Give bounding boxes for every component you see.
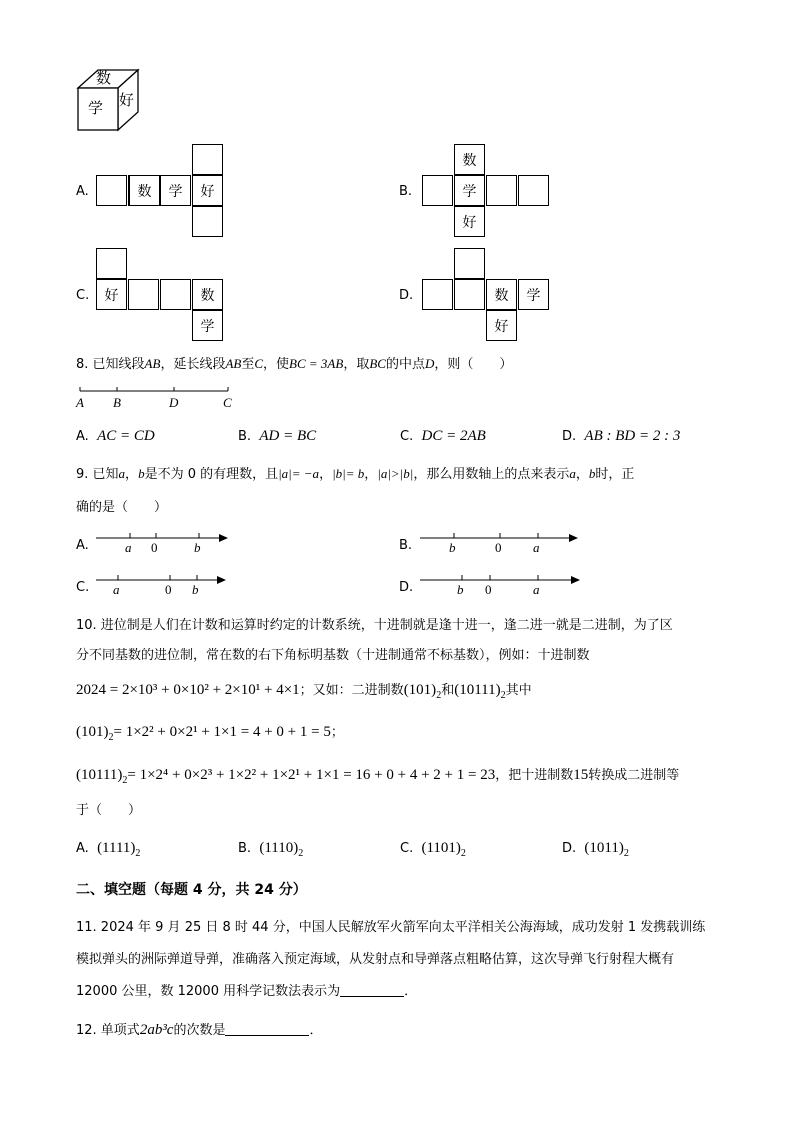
svg-text:0: 0 [495, 540, 502, 555]
q8-option-b[interactable]: B. AD = BC [238, 428, 317, 444]
q8-stem: 8. 已知线段AB，延长线段AB至C，使BC = 3AB，取BC的中点D，则（ ） [76, 356, 513, 372]
svg-text:b: b [449, 540, 456, 555]
q10-line5: $(10111)_2= 1\times 2^4 + 0\times 2^3 + 1\times 2^2 + 1\times 2^1 + 1\times 1 = 16 + 0 + 4 + 2 + 1 = 23$，把十进制数15转换成二进制等 [76, 767, 680, 786]
q11-line3: 12000 公里，数 12000 用科学记数法表示为 ． [76, 984, 418, 999]
svg-text:b: b [194, 540, 201, 555]
q7-option-d-label[interactable]: D. [399, 288, 414, 303]
q12-answer-blank[interactable] [225, 1023, 309, 1036]
q12-line: 12. 单项式2ab³c的次数是 ． [76, 1022, 323, 1038]
q9-option-d-numberline[interactable] [416, 572, 588, 598]
svg-text:a: a [125, 540, 132, 555]
svg-text:0: 0 [165, 582, 172, 597]
svg-text:a: a [533, 540, 540, 555]
svg-text:a: a [533, 582, 540, 597]
q7-option-b-label[interactable]: B. [399, 184, 413, 199]
svg-text:b: b [457, 582, 464, 597]
svg-text:0: 0 [485, 582, 492, 597]
q8-option-c[interactable]: C. DC = 2AB [400, 428, 486, 444]
cube-top-char: 数 [96, 69, 112, 87]
cube-front-char: 学 [88, 99, 104, 117]
q9-option-b-label[interactable]: B. [399, 538, 413, 553]
q8-point-b: B [113, 395, 121, 410]
svg-text:a: a [113, 582, 120, 597]
q8-segment-diagram [72, 384, 242, 412]
q10-line3: 2024 = 2×10³ + 0×10² + 2×10¹ + 4×1；又如：二进制数$(101)_2$和$(10111)_2$其中 [76, 682, 532, 701]
q11-line2: 模拟弹头的洲际弹道导弹，准确落入预定海域，从发射点和导弹落点粗略估算，这次导弹飞行射程大概有 [76, 952, 675, 967]
q9-option-b-numberline[interactable] [416, 530, 586, 556]
q8-point-a: A [76, 395, 84, 410]
q10-line1: 10. 进位制是人们在计数和运算时约定的计数系统，十进制就是逢十进一，逢二进一就是二进制，为了区 [76, 618, 673, 633]
q9-option-a-label[interactable]: A. [76, 538, 89, 553]
q7-option-c-label[interactable]: C. [76, 288, 90, 303]
q10-line4: $(101)_2= 1\times 2^2 + 0\times 2^1 + 1\times 1 = 4 + 0 + 1 = 5$； [76, 724, 344, 743]
cube-side-char: 好 [119, 91, 135, 109]
q9-option-a-numberline[interactable] [92, 530, 232, 556]
q7-option-a-label[interactable]: A. [76, 184, 89, 199]
q10-option-b[interactable]: B. $(1110)_2$ [238, 840, 304, 859]
q11-answer-blank[interactable] [340, 984, 404, 997]
section-title-fill-in: 二、填空题（每题 4 分，共 24 分） [76, 882, 307, 898]
q9-option-c-numberline[interactable] [92, 572, 232, 598]
svg-text:b: b [192, 582, 199, 597]
q10-line2: 分不同基数的进位制，常在数的右下角标明基数（十进制通常不标基数），例如：十进制数 [76, 648, 590, 663]
q8-point-c: C [223, 395, 232, 410]
q11-line1: 11. 2024 年 9 月 25 日 8 时 44 分，中国人民解放军火箭军向太平洋相关公海海域，成功发射 1 发携载训练 [76, 920, 706, 935]
q9-stem-line1: 9. 已知a，b是不为 0 的有理数，且|a|= −a，|b|= b，|a|>|b|，那么用数轴上的点来表示a，b时，正 [76, 466, 635, 482]
q9-option-d-label[interactable]: D. [399, 580, 414, 595]
q8-point-d: D [169, 395, 179, 410]
q10-line6: 于（ ） [76, 803, 142, 818]
q9-stem-line2: 确的是（ ） [76, 500, 168, 515]
q9-option-c-label[interactable]: C. [76, 580, 90, 595]
q8-option-a[interactable]: A. AC = CD [76, 428, 155, 444]
q8-option-d[interactable]: D. AB : BD = 2 : 3 [562, 428, 681, 444]
q10-option-c[interactable]: C. $(1101)_2$ [400, 840, 466, 859]
q10-option-d[interactable]: D. $(1011)_2$ [562, 840, 629, 859]
svg-text:0: 0 [151, 540, 158, 555]
q10-option-a[interactable]: A. $(1111)_2$ [76, 840, 141, 859]
